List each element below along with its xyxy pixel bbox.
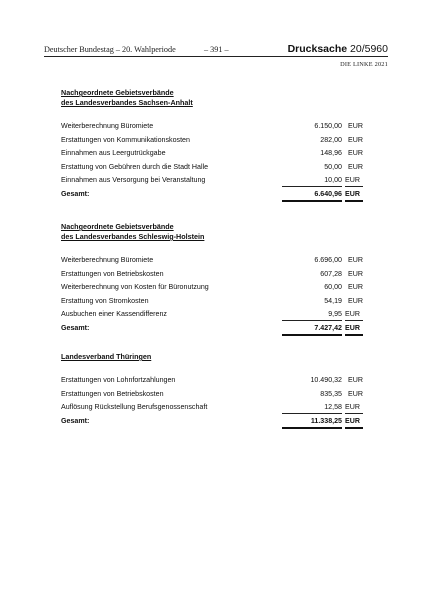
item-amount: 835,35 — [320, 389, 342, 398]
item-currency: EUR — [348, 135, 363, 144]
item-currency: EUR — [345, 401, 363, 414]
page-header — [44, 40, 388, 57]
line-item — [61, 174, 371, 188]
item-currency: EUR — [348, 376, 363, 384]
item-amount: 282,00 — [320, 135, 342, 144]
line-item — [61, 308, 371, 322]
section-schleswig-holstein — [61, 222, 371, 336]
section-title-line: Nachgeordnete Gebietsverbände — [61, 88, 174, 97]
header-doc-label: Drucksache — [287, 43, 348, 55]
line-item — [61, 134, 371, 148]
section-title — [61, 88, 371, 108]
item-currency: EUR — [345, 174, 363, 187]
line-items — [61, 120, 371, 202]
total-row — [61, 415, 371, 429]
item-label: Ausbuchen einer Kassendifferenz — [61, 310, 167, 319]
line-item — [61, 147, 371, 161]
line-item — [61, 268, 371, 282]
total-currency: EUR — [345, 188, 363, 202]
header-publication: Deutscher Bundestag – 20. Wahlperiode — [44, 45, 176, 54]
item-label: Einnahmen aus Versorgung bei Veranstaltung — [61, 176, 206, 185]
header-document-number — [288, 43, 388, 55]
item-currency: EUR — [345, 308, 363, 321]
item-amount: 12,58 — [282, 401, 342, 414]
line-item — [61, 401, 371, 415]
item-label: Weiterberechnung Büromiete — [61, 256, 154, 264]
line-item — [61, 161, 371, 175]
section-title-line: Landesverband Thüringen — [61, 352, 152, 361]
section-thueringen — [61, 352, 371, 428]
section-title-line: des Landesverbandes Sachsen-Anhalt — [61, 98, 193, 107]
line-item — [61, 254, 371, 268]
line-item — [61, 374, 371, 388]
item-currency: EUR — [348, 269, 363, 278]
total-amount: 7.427,42 — [282, 322, 342, 336]
item-label: Einnahmen aus Leergutrückgabe — [61, 149, 166, 158]
party-year-label: DIE LINKE 2021 — [340, 61, 388, 68]
section-title — [61, 352, 371, 362]
total-amount: 11.338,25 — [282, 415, 342, 429]
total-row — [61, 188, 371, 202]
item-amount: 6.150,00 — [314, 122, 342, 130]
section-sachsen-anhalt — [61, 88, 371, 202]
item-currency: EUR — [348, 162, 363, 171]
line-item — [61, 120, 371, 134]
total-amount: 6.640,96 — [282, 188, 342, 202]
section-title-line: Nachgeordnete Gebietsverbände — [61, 222, 174, 231]
total-row — [61, 322, 371, 336]
item-amount: 10.490,32 — [310, 376, 342, 384]
line-item — [61, 295, 371, 309]
total-label: Gesamt: — [61, 416, 90, 425]
total-label: Gesamt: — [61, 189, 90, 198]
item-label: Erstattung von Stromkosten — [61, 296, 149, 305]
item-label: Erstattung von Gebühren durch die Stadt Halle — [61, 162, 209, 171]
item-amount: 60,00 — [324, 283, 342, 292]
item-label: Erstattungen von Lohnfortzahlungen — [61, 376, 176, 384]
section-title-line: des Landesverbandes Schleswig-Holstein — [61, 232, 205, 241]
item-amount: 148,96 — [320, 149, 342, 158]
item-amount: 50,00 — [324, 162, 342, 171]
header-page-number: – 391 – — [204, 45, 229, 54]
item-label: Weiterberechnung Büromiete — [61, 122, 154, 130]
item-label: Erstattungen von Betriebskosten — [61, 389, 164, 398]
line-item — [61, 388, 371, 402]
line-items — [61, 254, 371, 336]
total-currency: EUR — [345, 415, 363, 429]
item-amount: 9,95 — [282, 308, 342, 321]
item-label: Erstattungen von Kommunikationskosten — [61, 135, 190, 144]
item-label: Auflösung Rückstellung Berufsgenossenschaft — [61, 403, 208, 412]
item-label: Weiterberechnung von Kosten für Büronutzung — [61, 283, 209, 292]
header-doc-number: 20/5960 — [350, 43, 388, 55]
total-currency: EUR — [345, 322, 363, 336]
item-amount: 6.696,00 — [314, 256, 342, 264]
item-currency: EUR — [348, 389, 363, 398]
item-currency: EUR — [348, 283, 363, 292]
item-label: Erstattungen von Betriebskosten — [61, 269, 164, 278]
section-title — [61, 222, 371, 242]
item-currency: EUR — [348, 296, 363, 305]
line-item — [61, 281, 371, 295]
item-amount: 54,19 — [324, 296, 342, 305]
item-currency: EUR — [348, 256, 363, 264]
item-currency: EUR — [348, 149, 363, 158]
item-currency: EUR — [348, 122, 363, 130]
item-amount: 607,28 — [320, 269, 342, 278]
line-items — [61, 374, 371, 428]
item-amount: 10,00 — [282, 174, 342, 187]
total-label: Gesamt: — [61, 323, 90, 332]
